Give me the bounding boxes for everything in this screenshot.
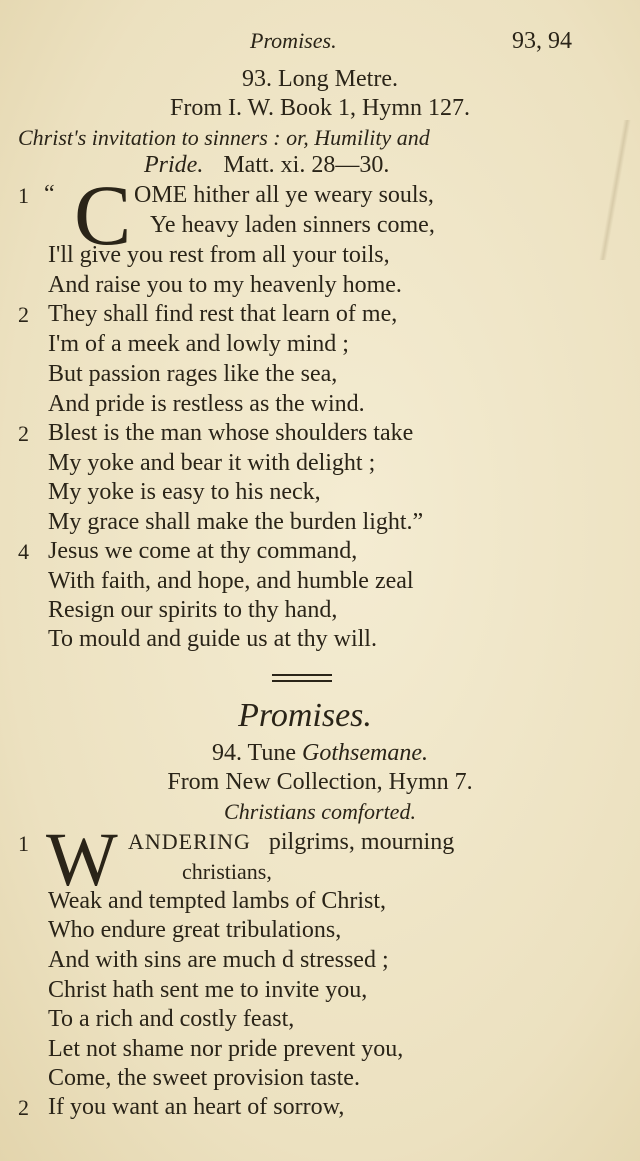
verse-line: They shall find rest that learn of me,: [48, 301, 398, 327]
hymn-94-tune-name: Gothsemane.: [302, 740, 429, 766]
verse-line: With faith, and hope, and humble zeal: [48, 568, 414, 594]
hymn-93-source: From I. W. Book 1, Hymn 127.: [169, 95, 471, 121]
verse-line: Ye heavy laden sinners come,: [150, 212, 435, 238]
verse-number: 1: [18, 183, 29, 208]
verse-number: 4: [18, 539, 29, 564]
drop-cap-c: C: [74, 167, 132, 263]
subtitle-pride: Pride.: [144, 152, 204, 178]
verse-line: Let not shame nor pride prevent you,: [48, 1036, 404, 1062]
opening-quote: “: [44, 181, 55, 207]
verse-line: Christ hath sent me to invite you,: [48, 977, 368, 1003]
verse-line: [128, 827, 454, 857]
verse-number: 2: [18, 421, 29, 446]
verse-line: Come, the sweet provision taste.: [48, 1065, 360, 1091]
verse-line: And pride is restless as the wind.: [48, 391, 365, 417]
verse-line: christians,: [182, 859, 272, 884]
verse-line: OME hither all ye weary souls,: [134, 182, 434, 208]
first-line-rest: pilgrims, mourning: [268, 829, 455, 855]
verse-line: My yoke is easy to his neck,: [48, 479, 321, 505]
verse-line: Blest is the man whose shoulders take: [48, 420, 414, 446]
verse-line: To a rich and costly feast,: [48, 1006, 295, 1032]
verse-line: My grace shall make the burden light.”: [48, 509, 424, 535]
section-divider-rule: [272, 674, 332, 676]
verse-number: 1: [18, 831, 29, 856]
hymn-93-subtitle-line2: [144, 150, 389, 180]
hymn-93-number: 93. Long Metre.: [242, 66, 398, 92]
hymn-94-subtitle: Christians comforted.: [224, 799, 416, 824]
verse-number: 2: [18, 1095, 29, 1120]
verse-number: 2: [18, 302, 29, 327]
verse-line: If you want an heart of sorrow,: [48, 1094, 345, 1120]
verse-line: My yoke and bear it with delight ;: [48, 450, 376, 476]
hymn-93-subtitle-line1: Christ's invitation to sinners : or, Humility and: [18, 125, 430, 150]
verse-line: Resign our spirits to thy hand,: [48, 597, 338, 623]
running-header-pages: 93, 94: [512, 28, 572, 54]
verse-line: I'll give you rest from all your toils,: [48, 242, 390, 268]
first-word-small-caps: ANDERING: [128, 829, 251, 854]
verse-line: Who endure great tribulations,: [48, 917, 342, 943]
hymn-94-source: From New Collection, Hymn 7.: [167, 769, 473, 795]
page-fold-shadow: [590, 120, 640, 260]
hymn-94-number-prefix: 94. Tune: [211, 740, 297, 766]
verse-line: But passion rages like the sea,: [48, 361, 338, 387]
drop-cap-w: W: [46, 818, 118, 902]
section-title: Promises.: [238, 697, 372, 734]
verse-line: Jesus we come at thy command,: [48, 538, 358, 564]
verse-line: I'm of a meek and lowly mind ;: [48, 331, 349, 357]
verse-line: And raise you to my heavenly home.: [48, 272, 402, 298]
verse-line: And with sins are much d stressed ;: [48, 947, 389, 973]
verse-line: Weak and tempted lambs of Christ,: [48, 888, 386, 914]
hymn-94-number: [0, 738, 640, 768]
section-divider-rule: [272, 680, 332, 682]
subtitle-scripture-ref: Matt. xi. 28—30.: [223, 152, 390, 178]
verse-line: To mould and guide us at thy will.: [48, 626, 377, 652]
running-header-section: Promises.: [250, 28, 337, 53]
